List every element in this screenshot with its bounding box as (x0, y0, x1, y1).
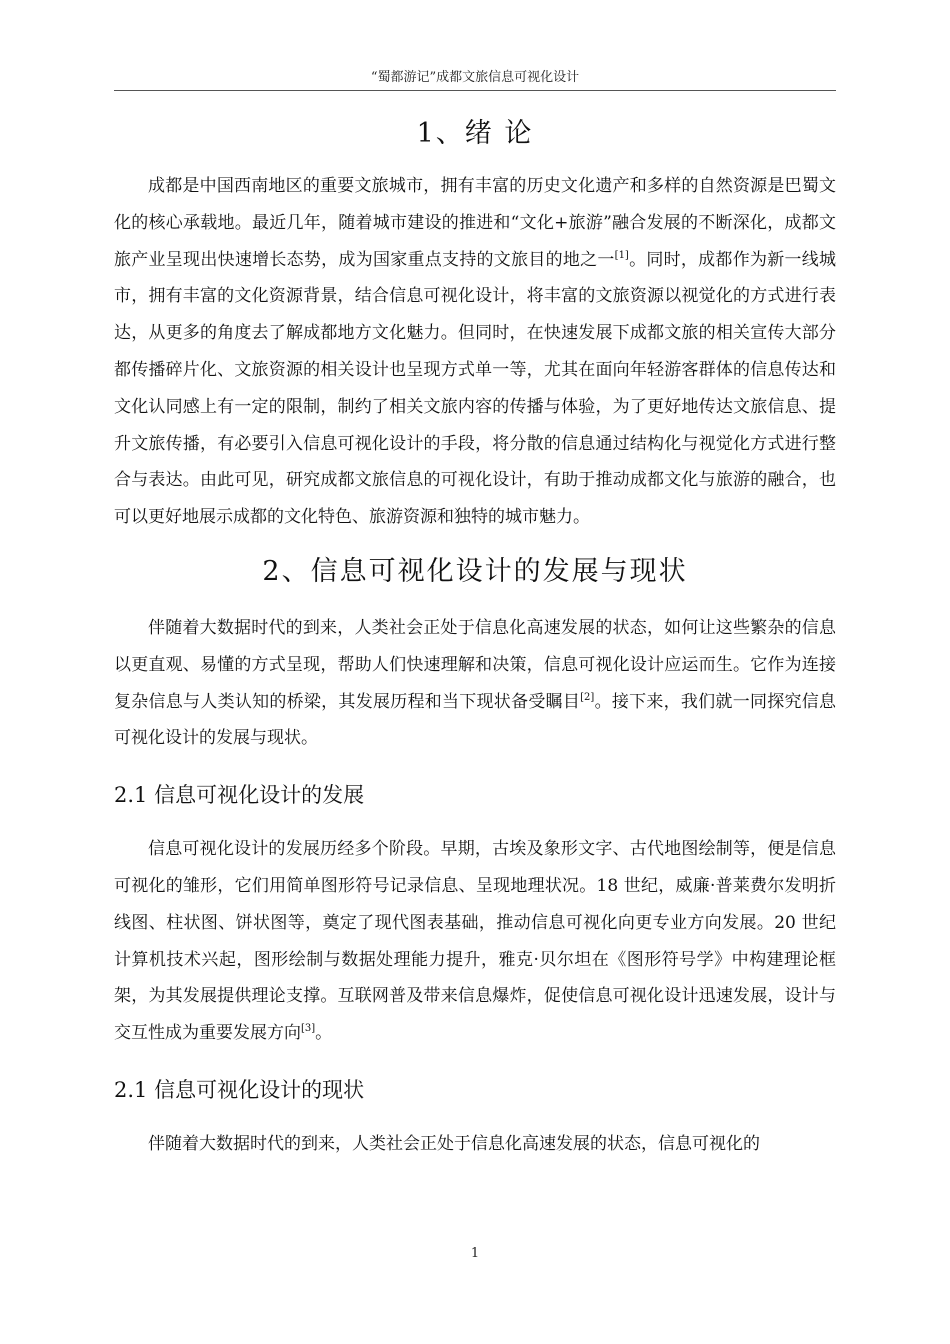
paragraph-text-continued: 。 (315, 1023, 333, 1044)
paragraph-text-continued: 。同时，成都作为新一线城市，拥有丰富的文化资源背景，结合信息可视化设计，将丰富的文旅资源以视觉化的方式进行表达，从更多的角度去了解成都地方文化魅力。但同时，在快速发展下成都文旅的相关宣传大部分都传播碎片化、文旅资源的相关设计也呈现方式单一等，尤其在面向年轻游客群体的信息传达和文化认同感上有一定的限制，制约了相关文旅内容的传播与体验，为了更好地传达文旅信息、提升文旅传播，有必要引入信息可视化设计的手段，将分散的信息通过结构化与视觉化方式进行整合与表达。由此可见，研究成都文旅信息的可视化设计，有助于推动成都文化与旅游的融合，也可以更好地展示成都的文化特色、旅游资源和独特的城市魅力。 (114, 249, 837, 528)
chapter-2-title: 2、信息可视化设计的发展与现状 (262, 555, 688, 587)
page-content (114, 108, 836, 1163)
chapter-1-title: 1、绪 论 (416, 118, 534, 149)
paragraph-text-continued: 。接下来，我们就一同探究信息可视化设计的发展与现状。 (114, 691, 837, 749)
chapter-1-paragraph-1 (114, 168, 836, 536)
header-rule (114, 90, 836, 91)
citation-ref-3: [3] (301, 1023, 316, 1035)
chapter-2-paragraph-1 (114, 610, 836, 757)
paragraph-text: 成都是中国西南地区的重要文旅城市，拥有丰富的历史文化遗产和多样的自然资源是巴蜀文化的核心承载地。最近几年，随着城市建设的推进和“文化+旅游”融合发展的不断深化，成都文旅产业呈现出快速增长态势，成为国家重点支持的文旅目的地之一 (114, 176, 836, 270)
page-number: 1 (470, 1246, 480, 1261)
citation-ref-2: [2] (580, 691, 595, 703)
section-2-2-title: 2.1 信息可视化设计的现状 (114, 1077, 365, 1102)
running-header: “蜀都游记”成都文旅信息可视化设计 (370, 70, 580, 85)
section-2-2-paragraph-1: 伴随着大数据时代的到来，人类社会正处于信息化高速发展的状态，信息可视化的 (148, 1133, 760, 1154)
section-2-1-paragraph-1 (114, 831, 836, 1052)
section-2-1-title: 2.1 信息可视化设计的发展 (114, 783, 365, 808)
paragraph-text: 信息可视化设计的发展历经多个阶段。早期，古埃及象形文字、古代地图绘制等，便是信息可视化的雏形，它们用简单图形符号记录信息、呈现地理状况。18 世纪，威廉·普莱费尔发明折线图、柱状图、饼状图等，奠定了现代图表基础，推动信息可视化向更专业方向发展。20 世纪计算机技术兴起，图形绘制与数据处理能力提升，雅克·贝尔坦在《图形符号学》中构建理论框架，为其发展提供理论支撑。互联网普及带来信息爆炸，促使信息可视化设计迅速发展，设计与交互性成为重要发展方向 (114, 839, 836, 1044)
citation-ref-1: [1] (614, 249, 629, 261)
paragraph-text: 伴随着大数据时代的到来，人类社会正处于信息化高速发展的状态，如何让这些繁杂的信息以更直观、易懂的方式呈现，帮助人们快速理解和决策，信息可视化设计应运而生。它作为连接复杂信息与人类认知的桥梁，其发展历程和当下现状备受瞩目 (114, 617, 836, 712)
